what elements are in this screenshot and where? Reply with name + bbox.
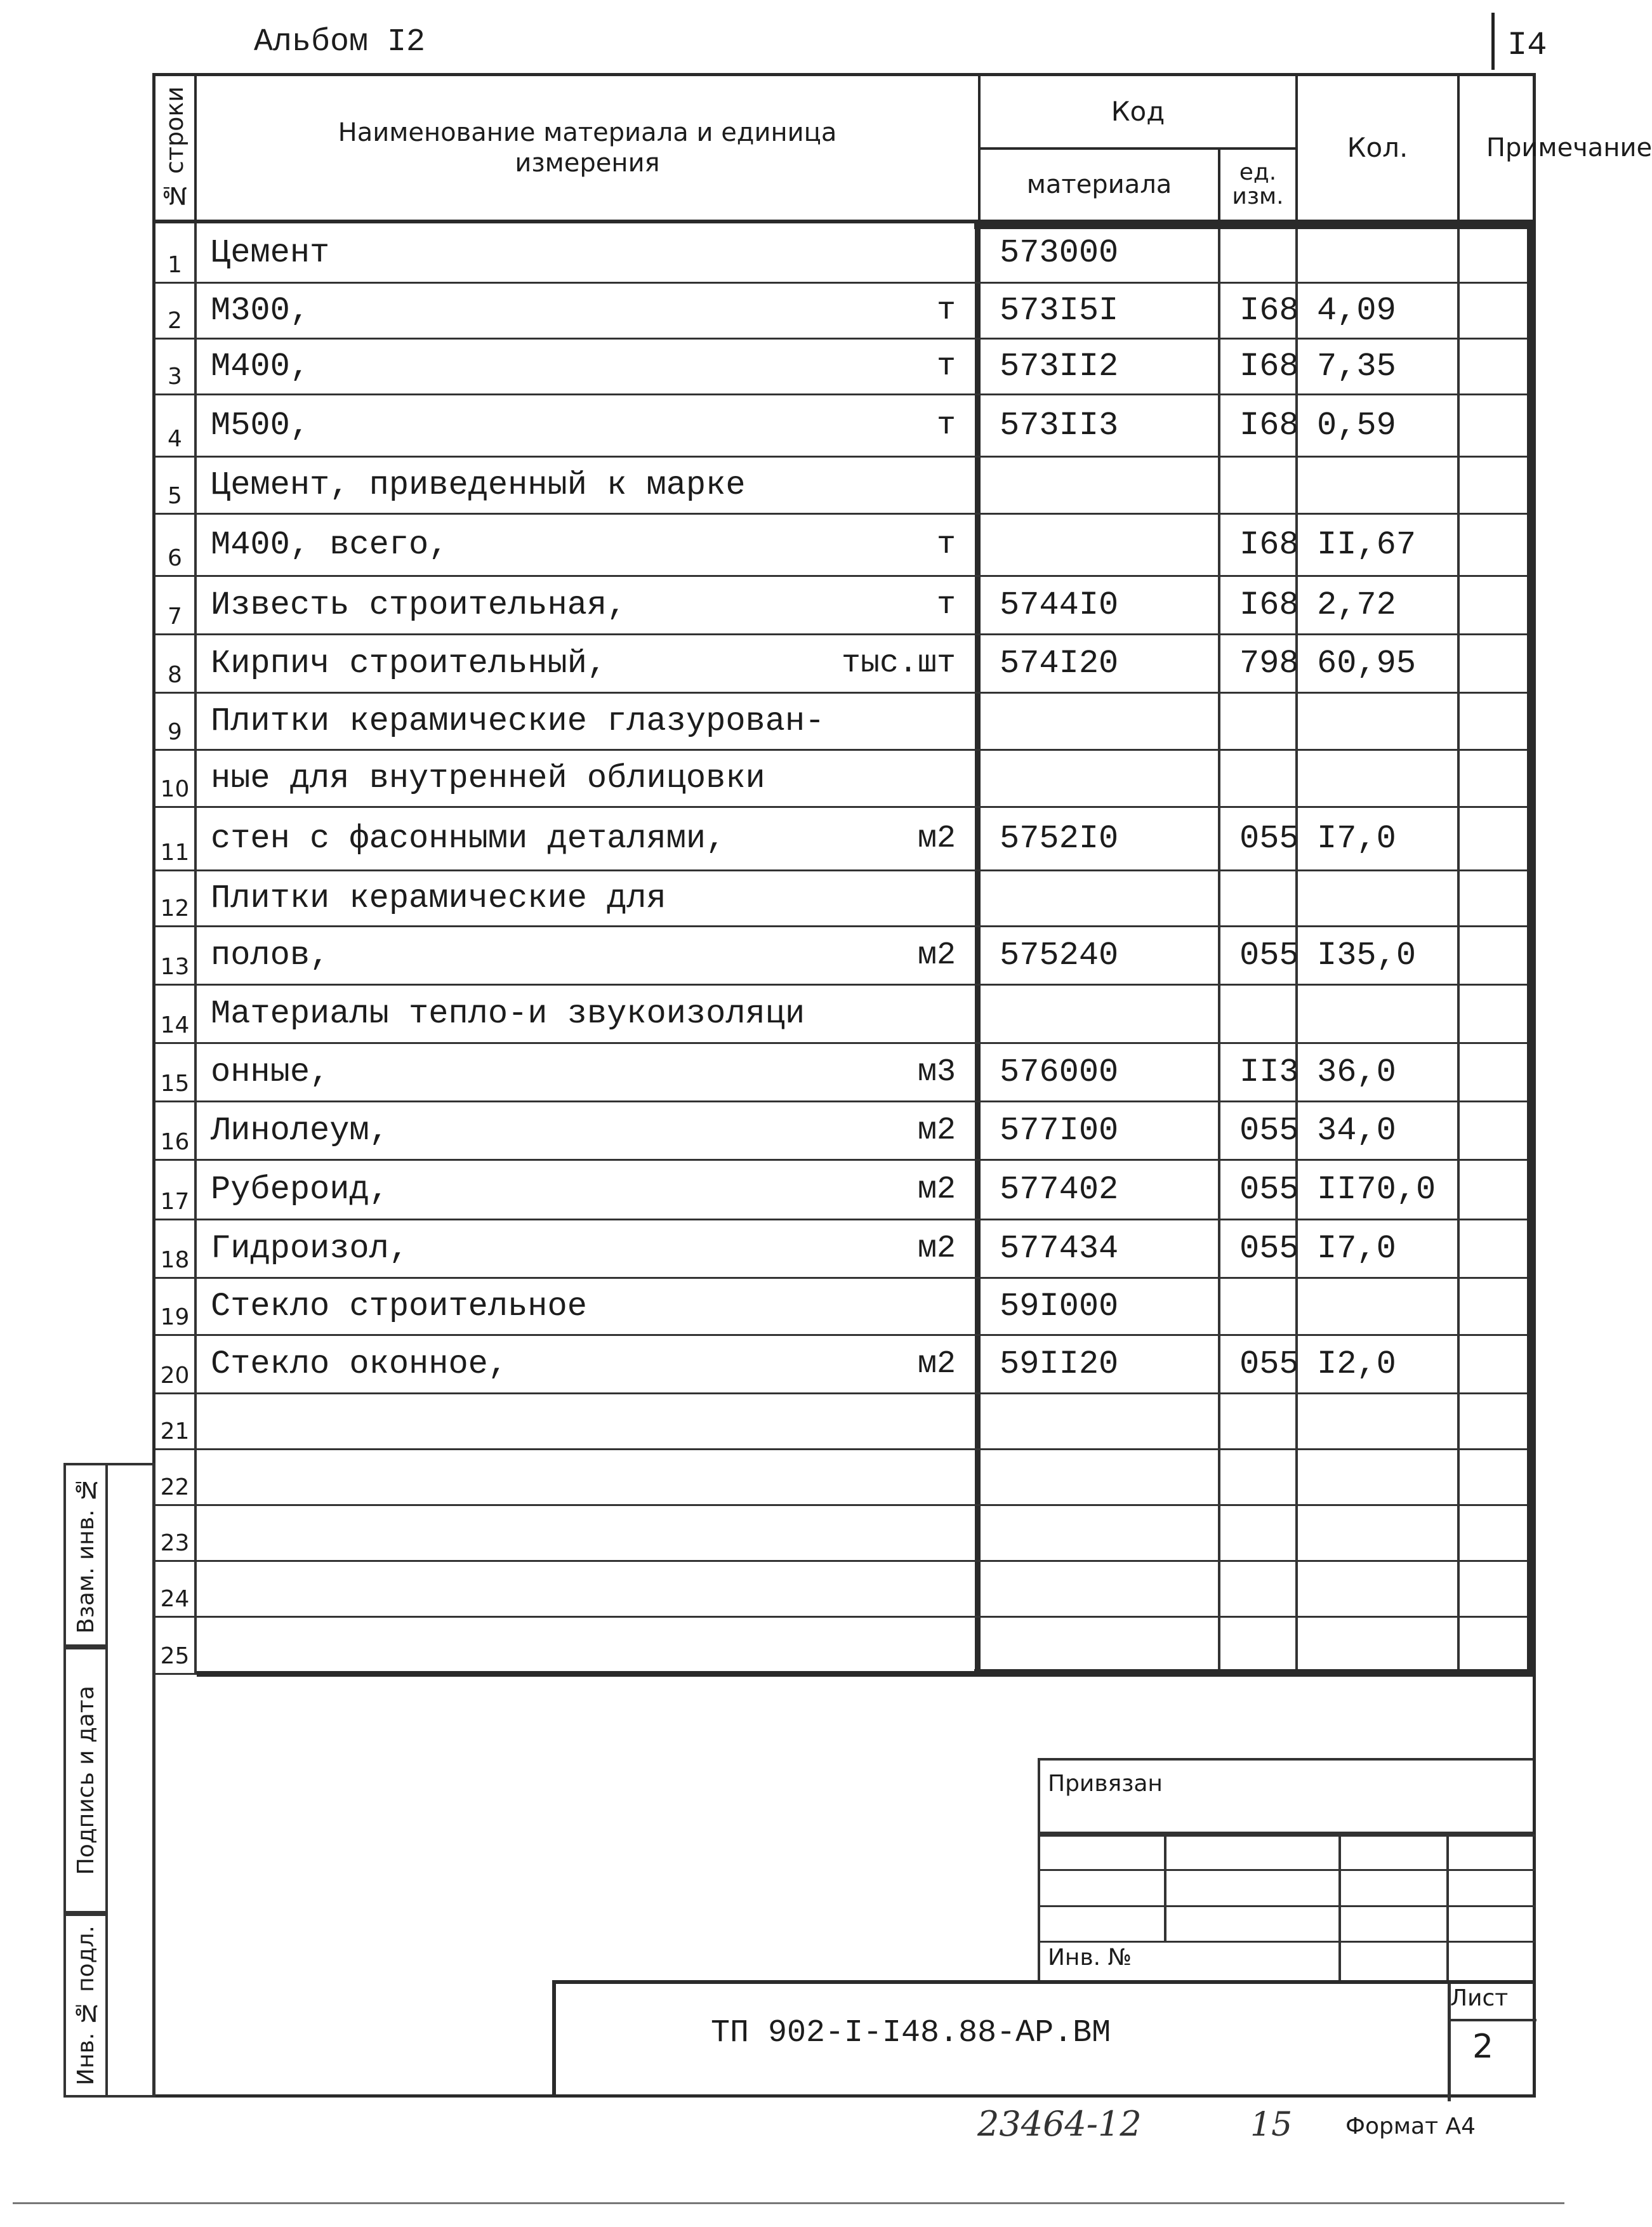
unit-code [1220, 1279, 1298, 1334]
row-number: 13 [155, 927, 197, 984]
material-name: М400, всего, т [197, 515, 981, 575]
sheet-label: Лист [1450, 1985, 1509, 2011]
note [1460, 986, 1533, 1042]
note [1460, 1220, 1533, 1277]
quantity [1298, 751, 1460, 806]
unit-label: т [936, 527, 956, 563]
quantity [1298, 1450, 1460, 1504]
privyazan-box: Привязан [1038, 1758, 1533, 1834]
album-title: Альбом I2 [254, 24, 426, 60]
unit-code [1220, 1506, 1298, 1560]
table-header [155, 76, 1652, 223]
note [1460, 871, 1533, 925]
row-number: 15 [155, 1044, 197, 1100]
table-row [155, 808, 1533, 871]
note [1460, 340, 1533, 393]
unit-code: I68 [1220, 515, 1298, 575]
row-number: 3 [155, 340, 197, 393]
material-code: 573I5I [981, 284, 1220, 338]
table-row [155, 1394, 1533, 1450]
unit-code: 798 [1220, 635, 1298, 692]
table-row [155, 1506, 1533, 1562]
table-row [155, 927, 1533, 986]
unit-code [1220, 223, 1298, 282]
table-row [155, 577, 1533, 635]
unit-code: 055 [1220, 927, 1298, 984]
material-code: 577402 [981, 1161, 1220, 1219]
material-name: Гидроизол, м2 [197, 1220, 981, 1277]
material-code: 573II2 [981, 340, 1220, 393]
quantity: 7,35 [1298, 340, 1460, 393]
quantity: 0,59 [1298, 395, 1460, 456]
row-number: 8 [155, 635, 197, 692]
unit-label: т [936, 587, 956, 623]
quantity [1298, 1506, 1460, 1560]
material-name [197, 1562, 981, 1616]
material-code: 5752I0 [981, 808, 1220, 869]
material-code [981, 751, 1220, 806]
header-row-no: № строки [155, 76, 197, 220]
row-number: 6 [155, 515, 197, 575]
material-name [197, 1618, 981, 1673]
material-code [981, 1618, 1220, 1673]
stamp-podpis-data: Подпись и дата [63, 1647, 108, 1913]
table-row [155, 1279, 1533, 1336]
unit-label: т [936, 407, 956, 444]
unit-code: 055 [1220, 808, 1298, 869]
inv-no-label: Инв. № [1048, 1945, 1132, 1971]
quantity: 36,0 [1298, 1044, 1460, 1100]
table-row [155, 1450, 1533, 1506]
material-name: Линолеум, м2 [197, 1102, 981, 1159]
material-name: онные, м3 [197, 1044, 981, 1100]
table-row [155, 1220, 1533, 1279]
unit-code: 055 [1220, 1336, 1298, 1392]
table-row [155, 1562, 1533, 1618]
material-name: М400, т [197, 340, 981, 393]
quantity [1298, 223, 1460, 282]
quantity [1298, 1394, 1460, 1448]
row-number: 10 [155, 751, 197, 806]
table-row [155, 284, 1533, 340]
material-code: 575240 [981, 927, 1220, 984]
unit-code [1220, 871, 1298, 925]
row-number: 7 [155, 577, 197, 633]
note [1460, 223, 1533, 282]
format-label: Формат А4 [1345, 2113, 1476, 2139]
unit-label: т [936, 293, 956, 329]
material-name: Стекло оконное, м2 [197, 1336, 981, 1392]
material-name [197, 1506, 981, 1560]
material-name: М300, т [197, 284, 981, 338]
note [1460, 284, 1533, 338]
sheet-number: I4 [1507, 27, 1547, 64]
quantity: 2,72 [1298, 577, 1460, 633]
unit-code: II3 [1220, 1044, 1298, 1100]
unit-code [1220, 1394, 1298, 1448]
handwritten-code: 23464-12 [977, 2104, 1142, 2144]
quantity: I7,0 [1298, 1220, 1460, 1277]
material-name: Рубероид, м2 [197, 1161, 981, 1219]
note [1460, 395, 1533, 456]
unit-code: 055 [1220, 1161, 1298, 1219]
quantity: I35,0 [1298, 927, 1460, 984]
unit-code: I68 [1220, 395, 1298, 456]
material-name: Цемент [197, 223, 981, 282]
quantity [1298, 694, 1460, 749]
note [1460, 458, 1533, 513]
unit-label: м2 [917, 821, 956, 857]
material-code: 574I20 [981, 635, 1220, 692]
row-number: 17 [155, 1161, 197, 1219]
table-body [155, 223, 1533, 1675]
note [1460, 515, 1533, 575]
row-number: 25 [155, 1618, 197, 1673]
material-code: 59I000 [981, 1279, 1220, 1334]
note [1460, 927, 1533, 984]
sheet-value: 2 [1472, 2028, 1494, 2066]
document-code: ТП 902-I-I48.88-АР.ВМ [711, 2015, 1111, 2051]
table-row [155, 223, 1533, 284]
material-name: стен с фасонными деталями, м2 [197, 808, 981, 869]
unit-label: т [936, 348, 956, 385]
quantity: 60,95 [1298, 635, 1460, 692]
material-name: ные для внутренней облицовки [197, 751, 981, 806]
material-code [981, 986, 1220, 1042]
quantity [1298, 986, 1460, 1042]
note [1460, 1562, 1533, 1616]
material-name: Цемент, приведенный к марке [197, 458, 981, 513]
row-number: 24 [155, 1562, 197, 1616]
material-name: Стекло строительное [197, 1279, 981, 1334]
table-row [155, 458, 1533, 515]
note [1460, 1336, 1533, 1392]
table-row [155, 635, 1533, 694]
material-code: 59II20 [981, 1336, 1220, 1392]
unit-code [1220, 1618, 1298, 1673]
table-row [155, 1161, 1533, 1220]
material-name: Материалы тепло-и звукоизоляци [197, 986, 981, 1042]
row-number: 23 [155, 1506, 197, 1560]
note [1460, 1394, 1533, 1448]
unit-code [1220, 694, 1298, 749]
note [1460, 577, 1533, 633]
note [1460, 694, 1533, 749]
table-row [155, 871, 1533, 927]
row-number: 22 [155, 1450, 197, 1504]
quantity: II,67 [1298, 515, 1460, 575]
row-number: 4 [155, 395, 197, 456]
material-code [981, 458, 1220, 513]
material-name: Плитки керамические глазурован- [197, 694, 981, 749]
quantity [1298, 871, 1460, 925]
note [1460, 1161, 1533, 1219]
table-row [155, 986, 1533, 1044]
row-number: 18 [155, 1220, 197, 1277]
material-code: 576000 [981, 1044, 1220, 1100]
row-number: 14 [155, 986, 197, 1042]
unit-label: м2 [917, 1346, 956, 1382]
material-code: 577I00 [981, 1102, 1220, 1159]
note [1460, 1102, 1533, 1159]
material-code [981, 515, 1220, 575]
unit-label: м2 [917, 937, 956, 974]
material-name [197, 1450, 981, 1504]
unit-code [1220, 1562, 1298, 1616]
material-code: 5744I0 [981, 577, 1220, 633]
quantity: II70,0 [1298, 1161, 1460, 1219]
material-code: 573II3 [981, 395, 1220, 456]
row-number: 21 [155, 1394, 197, 1448]
material-name: Кирпич строительный, тыс.шт [197, 635, 981, 692]
material-code [981, 1394, 1220, 1448]
unit-label: м2 [917, 1113, 956, 1149]
note [1460, 1044, 1533, 1100]
material-name: полов, м2 [197, 927, 981, 984]
note [1460, 751, 1533, 806]
note [1460, 1450, 1533, 1504]
material-code: 577434 [981, 1220, 1220, 1277]
row-number: 5 [155, 458, 197, 513]
unit-code [1220, 1450, 1298, 1504]
unit-code [1220, 986, 1298, 1042]
material-name: Известь строительная, т [197, 577, 981, 633]
row-number: 9 [155, 694, 197, 749]
unit-code: 055 [1220, 1102, 1298, 1159]
unit-code [1220, 458, 1298, 513]
header-code-unit: ед. изм. [1220, 147, 1298, 220]
row-number: 2 [155, 284, 197, 338]
handwritten-number: 15 [1250, 2106, 1293, 2144]
material-code [981, 1506, 1220, 1560]
row-number: 16 [155, 1102, 197, 1159]
material-name [197, 1394, 981, 1448]
unit-label: м3 [917, 1054, 956, 1090]
header-note: Примечание [1486, 133, 1652, 162]
row-number: 11 [155, 808, 197, 869]
row-number: 20 [155, 1336, 197, 1392]
material-name: Плитки керамические для [197, 871, 981, 925]
table-row [155, 340, 1533, 395]
table-row [155, 1336, 1533, 1394]
unit-code [1220, 751, 1298, 806]
material-code: 573000 [981, 223, 1220, 282]
note [1460, 1506, 1533, 1560]
quantity: 34,0 [1298, 1102, 1460, 1159]
quantity [1298, 458, 1460, 513]
bottom-rule [13, 2202, 1564, 2204]
material-code [981, 871, 1220, 925]
note [1460, 808, 1533, 869]
note [1460, 1279, 1533, 1334]
unit-code: I68 [1220, 340, 1298, 393]
quantity [1298, 1562, 1460, 1616]
unit-label: тыс.шт [841, 645, 956, 682]
table-row [155, 515, 1533, 577]
quantity: I2,0 [1298, 1336, 1460, 1392]
header-code: Код [981, 76, 1298, 147]
table-row [155, 751, 1533, 808]
quantity [1298, 1618, 1460, 1673]
stamp-inv-podl: Инв. № подл. [63, 1913, 108, 2098]
unit-label: м2 [917, 1231, 956, 1267]
table-row [155, 1102, 1533, 1161]
table-row [155, 694, 1533, 751]
unit-code: 055 [1220, 1220, 1298, 1277]
material-code [981, 1562, 1220, 1616]
header-code-material: материала [981, 147, 1220, 220]
header-name: Наименование материала и единица измерения [197, 76, 981, 220]
quantity: 4,09 [1298, 284, 1460, 338]
stamp-column [108, 1463, 155, 2098]
material-code [981, 1450, 1220, 1504]
note [1460, 635, 1533, 692]
material-name: М500, т [197, 395, 981, 456]
table-row [155, 395, 1533, 458]
stamp-vzam-inv: Взам. инв. № [63, 1463, 108, 1647]
unit-code: I68 [1220, 284, 1298, 338]
unit-code: I68 [1220, 577, 1298, 633]
header-qty: Кол. [1298, 76, 1460, 220]
unit-label: м2 [917, 1172, 956, 1208]
row-number: 1 [155, 223, 197, 282]
top-divider [1491, 13, 1495, 70]
table-row [155, 1618, 1533, 1675]
approval-grid [1038, 1834, 1533, 1980]
material-code [981, 694, 1220, 749]
row-number: 12 [155, 871, 197, 925]
table-row [155, 1044, 1533, 1102]
quantity: I7,0 [1298, 808, 1460, 869]
row-number: 19 [155, 1279, 197, 1334]
quantity [1298, 1279, 1460, 1334]
note [1460, 1618, 1533, 1673]
